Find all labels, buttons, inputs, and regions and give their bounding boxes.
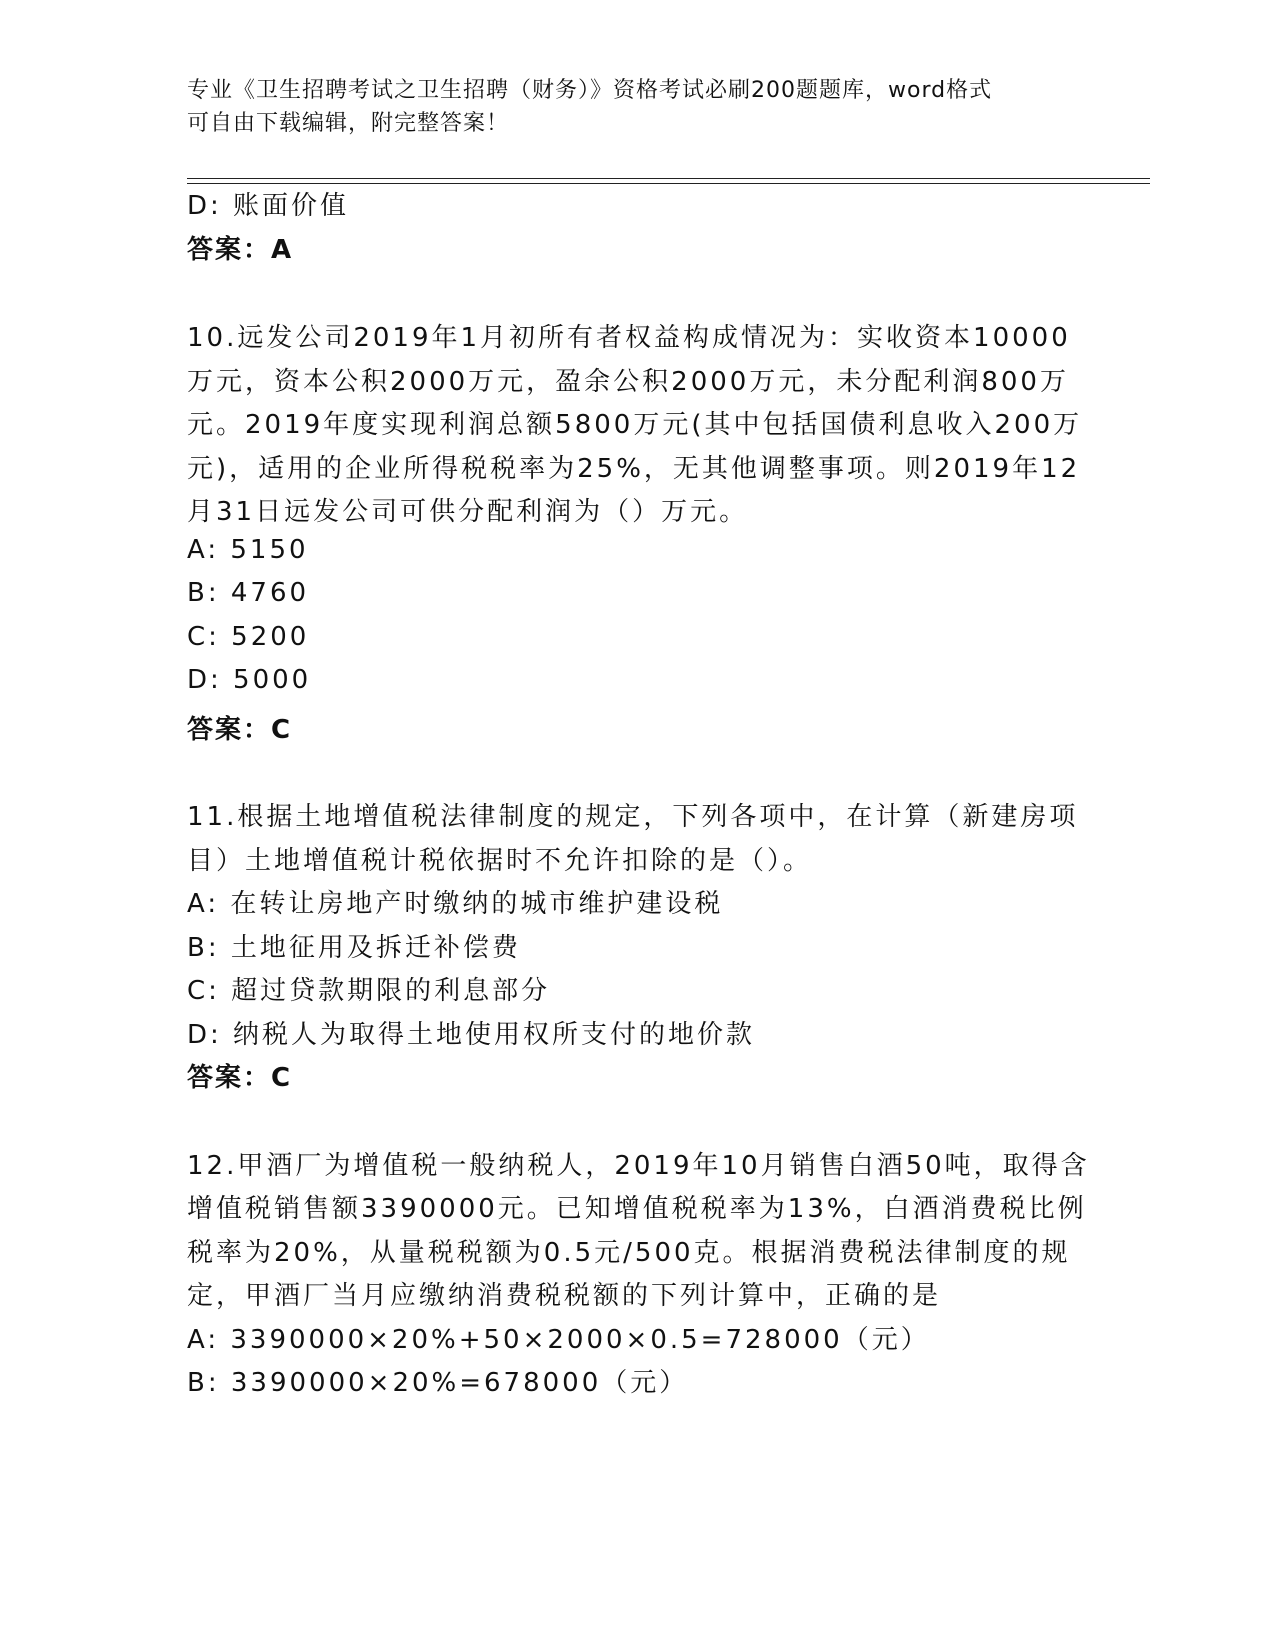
q10-stem-line-1: 10.远发公司2019年1月初所有者权益构成情况为：实收资本10000 [187, 323, 1071, 353]
q12-stem-line-1: 12.甲酒厂为增值税一般纳税人，2019年10月销售白酒50吨，取得含 [187, 1151, 1090, 1181]
q12-stem-line-2: 增值税销售额3390000元。已知增值税税率为13%，白酒消费税比例 [187, 1194, 1087, 1224]
q10-stem-line-2: 万元，资本公积2000万元，盈余公积2000万元，未分配利润800万 [187, 367, 1069, 397]
header-rule-bottom [187, 183, 1150, 184]
q12-option-a: A: 3390000×20%+50×2000×0.5=728000（元） [187, 1325, 930, 1355]
prev-answer: 答案：A [187, 235, 294, 265]
document-header [187, 74, 1067, 140]
q11-option-d: D: 纳税人为取得土地使用权所支付的地价款 [187, 1020, 756, 1050]
q12-stem-line-4: 定，甲酒厂当月应缴纳消费税税额的下列计算中，正确的是 [187, 1281, 942, 1311]
q10-option-a: A: 5150 [187, 535, 309, 565]
prev-option-d: D: 账面价值 [187, 191, 350, 221]
q11-stem-line-2: 目）土地增值税计税依据时不允许扣除的是（）。 [187, 846, 813, 876]
q11-option-b: B: 土地征用及拆迁补偿费 [187, 933, 521, 963]
header-rule-top [187, 178, 1150, 179]
header-line-2: 可自由下载编辑，附完整答案！ [187, 111, 510, 136]
q12-stem-line-3: 税率为20%，从量税税额为0.5元/500克。根据消费税法律制度的规 [187, 1238, 1071, 1268]
q11-option-c: C: 超过贷款期限的利息部分 [187, 976, 551, 1006]
q12-option-b: B: 3390000×20%=678000（元） [187, 1368, 689, 1398]
q10-answer: 答案：C [187, 715, 293, 745]
q11-stem-line-1: 11.根据土地增值税法律制度的规定，下列各项中，在计算（新建房项 [187, 802, 1079, 832]
q10-stem-line-5: 月31日远发公司可供分配利润为（）万元。 [187, 497, 749, 527]
header-line-1: 专业《卫生招聘考试之卫生招聘（财务）》资格考试必刷200题题库，word格式 [187, 78, 993, 103]
q10-option-c: C: 5200 [187, 622, 310, 652]
q11-option-a: A: 在转让房地产时缴纳的城市维护建设税 [187, 889, 724, 919]
q10-stem-line-4: 元)，适用的企业所得税税率为25%，无其他调整事项。则2019年12 [187, 454, 1081, 484]
q10-option-d: D: 5000 [187, 665, 312, 695]
q10-option-b: B: 4760 [187, 578, 310, 608]
q11-answer: 答案：C [187, 1063, 293, 1093]
q10-stem-line-3: 元。2019年度实现利润总额5800万元(其中包括国债利息收入200万 [187, 410, 1083, 440]
